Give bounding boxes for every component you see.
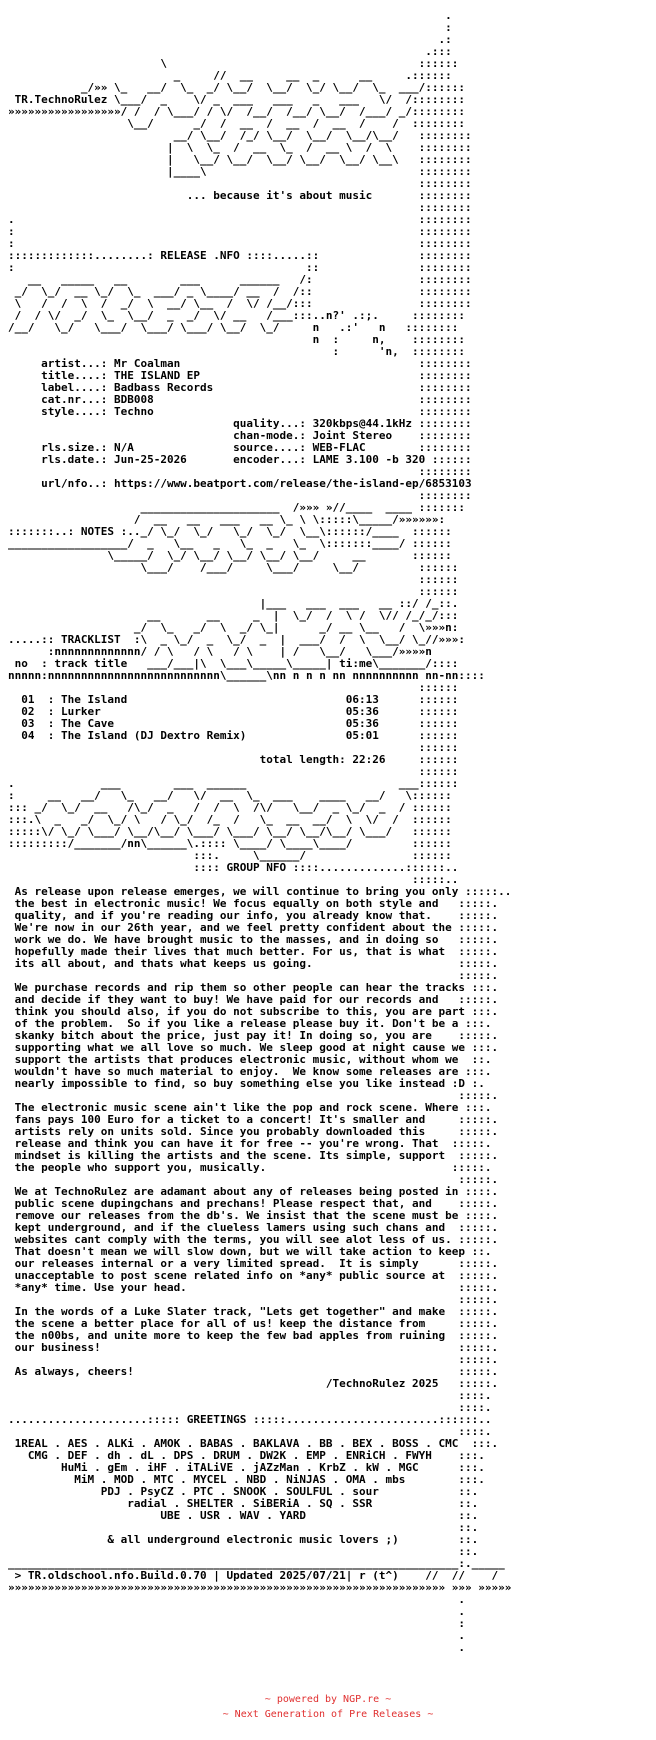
nfo-line: __ _____ __ ___ ______ /: :::::::: bbox=[8, 273, 472, 286]
nfo-line: : 'n, :::::::: bbox=[8, 345, 465, 358]
nfo-line: :::::. bbox=[8, 969, 499, 982]
nfo-line: : bbox=[8, 21, 452, 34]
nfo-line: |___ ___ ___ __ ::/ /_::. bbox=[8, 597, 459, 610]
nfo-line: the scene a better place for all of us! keep the distance from :::::. bbox=[8, 1317, 499, 1330]
nfo-line: : bbox=[8, 1617, 465, 1630]
nfo-ascii-text bbox=[8, 10, 511, 1654]
nfo-line: /__/ \_/ \___/ \___/ \___/ \__/ \_/ n .:' n :::::::: bbox=[8, 321, 459, 334]
nfo-line: ::: _/ \_/ __ /\_/ _ / / \ /\/ \__/ _ \_/ _ / :::::: bbox=[8, 801, 452, 814]
nfo-line: ::. bbox=[8, 1521, 479, 1534]
nfo-line: ::. bbox=[8, 1545, 479, 1558]
nfo-line: __________________/ _ \__ _ \_ _ \_ \:::::::____/ :::::: bbox=[8, 537, 452, 550]
nfo-line: of the problem. So if you like a release please buy it. Don't be a :::. bbox=[8, 1017, 492, 1030]
nfo-line: _/»» \_ __/ \_ _/ \__/ \__/ \_/ \__/ \_ ___/:::::: bbox=[8, 81, 465, 94]
nfo-line: In the words of a Luke Slater track, "Lets get together" and make :::::. bbox=[8, 1305, 499, 1318]
nfo-line: quality, and if you're reading our info, you already know that. :::::. bbox=[8, 909, 499, 922]
nfo-line: \ :::::: bbox=[8, 57, 459, 70]
nfo-line: :::::.. bbox=[8, 873, 459, 886]
nfo-line: / __ __ ___ __ \_ \ \:::::\_____/»»»»»»: bbox=[8, 513, 446, 526]
nfo-line: *any* time. Use your head. :::::. bbox=[8, 1281, 499, 1294]
powered-by-footer bbox=[0, 1692, 656, 1722]
nfo-line: label....: Badbass Records :::::::: bbox=[8, 381, 472, 394]
nfo-line: . bbox=[8, 1605, 465, 1618]
nfo-line: :::::: bbox=[8, 585, 459, 598]
nfo-line: PDJ . PsyCZ . PTC . SNOOK . SOULFUL . sour ::. bbox=[8, 1485, 479, 1498]
tagline-text: ~ Next Generation of Pre Releases ~ bbox=[222, 1709, 434, 1720]
nfo-line: total length: 22:26 :::::: bbox=[8, 753, 459, 766]
nfo-line: and decide if they want to buy! We have paid for our records and :::::. bbox=[8, 993, 499, 1006]
nfo-line: 1REAL . AES . ALKi . AMOK . BABAS . BAKLAVA . BB . BEX . BOSS . CMC :::. bbox=[8, 1437, 499, 1450]
nfo-line: . ___ ___ ______ ___:::::: bbox=[8, 777, 459, 790]
nfo-line: : __ __/ \_ __/ \/ __ \_ ___ ____ __/ \:::::: bbox=[8, 789, 452, 802]
nfo-line: ::::. bbox=[8, 1389, 492, 1402]
nfo-line: __ __ _ | \_/ / \ / \// /_/_/::: bbox=[8, 609, 459, 622]
nfo-line: We're now in our 26th year, and we feel pretty confident about the :::::. bbox=[8, 921, 499, 934]
nfo-line: the people who support you, musically. :::::. bbox=[8, 1161, 492, 1174]
nfo-line: > TR.oldschool.nfo.Build.0.70 | Updated 2025/07/21| r (t^) // // / bbox=[8, 1569, 499, 1582]
nfo-line: :::::\/ \_/ \___/ \__/\__/ \___/ \___/ \__/ \__/\__/ \___/ :::::: bbox=[8, 825, 452, 838]
nfo-line: :::::. bbox=[8, 1293, 499, 1306]
nfo-line: / / \/ _/ \_ \__/ _ _/ \/ __ /___:::..n?' .:;. :::::::: bbox=[8, 309, 465, 322]
nfo-line: . bbox=[8, 1641, 465, 1654]
nfo-line: its all about, and thats what keeps us going. :::::. bbox=[8, 957, 499, 970]
powered-by-text[interactable]: ~ powered by NGP.re ~ bbox=[264, 1694, 392, 1705]
nfo-line: hopefully made their lives that much better. For us, that is what :::::. bbox=[8, 945, 499, 958]
nfo-line: radial . SHELTER . SiBERiA . SQ . SSR ::. bbox=[8, 1497, 479, 1510]
nfo-line: ... because it's about music :::::::: bbox=[8, 189, 472, 202]
nfo-line: \___/ /___/ \___/ \__/ :::::: bbox=[8, 561, 459, 574]
nfo-line: work we do. We have brought music to the masses, and in doing so :::::. bbox=[8, 933, 499, 946]
nfo-line: \__/ _/ / __ / __ / __ / / :::::::: bbox=[8, 117, 465, 130]
nfo-line: unacceptable to post scene related info on *any* public source at :::::. bbox=[8, 1269, 499, 1282]
nfo-line: \ / / \ / _/ \ __/ \__ / \/ /__/::: :::::::: bbox=[8, 297, 472, 310]
nfo-line: the n00bs, and unite more to keep the few bad apples from ruining :::::. bbox=[8, 1329, 499, 1342]
nfo-line: :::::. bbox=[8, 1089, 499, 1102]
nfo-line: :::::: bbox=[8, 741, 459, 754]
nfo-line: artist...: Mr Coalman :::::::: bbox=[8, 357, 472, 370]
nfo-line: | \__/ \__/ \__/ \__/ \__/ \__\ :::::::: bbox=[8, 153, 472, 166]
nfo-line: :::::::: bbox=[8, 177, 472, 190]
nfo-line: nnnnn:nnnnnnnnnnnnnnnnnnnnnnnnnn\______\nn n n n nn nnnnnnnnnn nn-nn:::: bbox=[8, 669, 485, 682]
nfo-line: :::::. bbox=[8, 1173, 499, 1186]
nfo-line: no : track title ___/___|\ \___\_____\_____| ti:me\_______/:::: bbox=[8, 657, 459, 670]
nfo-line: the best in electronic music! We focus equally on both style and :::::. bbox=[8, 897, 499, 910]
nfo-line: :nnnnnnnnnnnnn/ / \ / \ / \ | / \__/ \___/»»»»n bbox=[8, 645, 432, 658]
nfo-line: .....:: TRACKLIST :\ _ \_/ _ \_/ _ | ___/ / \ \__/ \_//»»»: bbox=[8, 633, 465, 646]
nfo-line: :::::::: bbox=[8, 465, 472, 478]
nfo-line: public scene dupingchans and prechans! Please respect that, and :::::. bbox=[8, 1197, 499, 1210]
nfo-line: /TechnoRulez 2025 :::::. bbox=[8, 1377, 499, 1390]
nfo-line: chan-mode.: Joint Stereo :::::::: bbox=[8, 429, 472, 442]
nfo-line: »»»»»»»»»»»»»»»»»/ / / \___/ / \/ /__/ /__/ \__/ /___/ _/:::::::: bbox=[8, 105, 465, 118]
nfo-line: :::: GROUP NFO ::::.............::::::.. bbox=[8, 861, 459, 874]
nfo-line: »»»»»»»»»»»»»»»»»»»»»»»»»»»»»»»»»»»»»»»»»»»»»»»»»»»»»»»»»»»»»»»»»» »»» »»»»» bbox=[8, 1581, 512, 1594]
nfo-line: : :::::::: bbox=[8, 237, 472, 250]
nfo-line: .: bbox=[8, 33, 452, 46]
nfo-line: :::::::::::::........: RELEASE .NFO ::::.....:: :::::::: bbox=[8, 249, 472, 262]
nfo-line: ::::. bbox=[8, 1401, 492, 1414]
nfo-line: our business! :::::. bbox=[8, 1341, 499, 1354]
nfo-line: 03 : The Cave 05:36 :::::: bbox=[8, 717, 459, 730]
nfo-line: | \ \_ / __ \_ / __ \ / \ :::::::: bbox=[8, 141, 472, 154]
nfo-line: : :: :::::::: bbox=[8, 261, 472, 274]
nfo-line: :::::. bbox=[8, 1353, 499, 1366]
nfo-line: As release upon release emerges, we will continue to bring you only :::::.. bbox=[8, 885, 512, 898]
nfo-line: :::. \______/ :::::: bbox=[8, 849, 452, 862]
nfo-line: kept underground, and if the clueless lamers using such chans and :::::. bbox=[8, 1221, 499, 1234]
nfo-line: |____\ :::::::: bbox=[8, 165, 472, 178]
nfo-line: rls.size.: N/A source....: WEB-FLAC :::::::: bbox=[8, 441, 472, 454]
nfo-line: 04 : The Island (DJ Dextro Remix) 05:01 :::::: bbox=[8, 729, 459, 742]
nfo-line: n : n, :::::::: bbox=[8, 333, 465, 346]
nfo-line: 01 : The Island 06:13 :::::: bbox=[8, 693, 459, 706]
nfo-line: \_____/ \_/ \__/ \__/ \__/ \__/ __ :::::: bbox=[8, 549, 452, 562]
nfo-line: __/ \__/ /_/ \__/ \__/ \__/\__/ :::::::: bbox=[8, 129, 472, 142]
nfo-line: wouldn't have so much material to enjoy. We know some releases are :::. bbox=[8, 1065, 492, 1078]
nfo-line: quality...: 320kbps@44.1kHz :::::::: bbox=[8, 417, 472, 430]
nfo-line: . bbox=[8, 1593, 465, 1606]
nfo-line: think you should also, if you do not subscribe to this, you are part :::. bbox=[8, 1005, 499, 1018]
nfo-line: style....: Techno :::::::: bbox=[8, 405, 472, 418]
nfo-line: & all underground electronic music lovers ;) ::. bbox=[8, 1533, 479, 1546]
nfo-line: websites cant comply with the terms, you will see alot less of us. :::::. bbox=[8, 1233, 499, 1246]
nfo-line: _/ \_ _/ \ _/ \_| _/ __ \__ / \»»»n: bbox=[8, 621, 459, 634]
nfo-line: _____________________ /»»» »//____ ____ ::::::: bbox=[8, 501, 465, 514]
nfo-line: That doesn't mean we will slow down, but we will take action to keep ::. bbox=[8, 1245, 492, 1258]
nfo-line: MiM . MOD . MTC . MYCEL . NBD . NiNJAS . OMA . mbs :::. bbox=[8, 1473, 485, 1486]
nfo-line: :::::: bbox=[8, 573, 459, 586]
nfo-line: title....: THE ISLAND EP :::::::: bbox=[8, 369, 472, 382]
nfo-line: :::::::: bbox=[8, 201, 472, 214]
nfo-line: HuMi . gEm . iHF . iTALiVE . jAZzMan . KrbZ . kW . MGC :::. bbox=[8, 1461, 485, 1474]
nfo-line: supporting what we all love so much. We sleep good at night cause we :::. bbox=[8, 1041, 499, 1054]
nfo-line: artists rely on units sold. Since you probably downloaded this :::::. bbox=[8, 1125, 499, 1138]
nfo-line: remove our releases from the db's. We insist that the scene must be ::::. bbox=[8, 1209, 499, 1222]
nfo-line: . bbox=[8, 9, 452, 22]
nfo-line: ::::. bbox=[8, 1425, 492, 1438]
nfo-line: :::::: bbox=[8, 765, 459, 778]
nfo-line: . :::::::: bbox=[8, 213, 472, 226]
nfo-line: UBE . USR . WAV . YARD ::. bbox=[8, 1509, 479, 1522]
nfo-line: :::::::..: NOTES :.._/ \_/ \_/ \_/ \_/ \__\::::::/____ :::::: bbox=[8, 525, 452, 538]
nfo-line: :::::: bbox=[8, 681, 459, 694]
nfo-line: ____________________________________________________________________:._____ bbox=[8, 1557, 505, 1570]
nfo-line: fans pays 100 Euro for a ticket to a concert! It's smaller and :::::. bbox=[8, 1113, 499, 1126]
nfo-line: .::: bbox=[8, 45, 452, 58]
nfo-line: _ // __ __ _ __ .:::::: bbox=[8, 69, 452, 82]
nfo-line: . bbox=[8, 1629, 465, 1642]
nfo-line: skanky bitch about the price, just pay it! In doing so, you are :::::. bbox=[8, 1029, 499, 1042]
nfo-line: nearly impossible to find, so buy something else you like instead :D :. bbox=[8, 1077, 485, 1090]
nfo-line: :::::::: bbox=[8, 489, 472, 502]
nfo-line: :::::::::/_______/nn\______\.:::: \____/ \____\____/ :::::: bbox=[8, 837, 452, 850]
nfo-line: 02 : Lurker 05:36 :::::: bbox=[8, 705, 459, 718]
nfo-line: rls.date.: Jun-25-2026 encoder...: LAME 3.100 -b 320 :::::: bbox=[8, 453, 472, 466]
nfo-line: _/ \_/ __ \_/ \_ ___/ _ \____/ __ / /:: :::::::: bbox=[8, 285, 472, 298]
nfo-line: We at TechnoRulez are adamant about any of releases being posted in ::::. bbox=[8, 1185, 499, 1198]
nfo-line: url/nfo..: https://www.beatport.com/release/the-island-ep/6853103 bbox=[8, 477, 472, 490]
nfo-line: :::.\ _ _/ \_/ \ / \_/ /_ / \_ __ __/ \ \/ / :::::: bbox=[8, 813, 452, 826]
nfo-line: cat.nr...: BDB008 :::::::: bbox=[8, 393, 472, 406]
nfo-line: release and think you can have it for free -- you're wrong. That :::::. bbox=[8, 1137, 492, 1150]
nfo-line: .....................::::: GREETINGS :::::.......................::::::.. bbox=[8, 1413, 492, 1426]
nfo-line: We purchase records and rip them so other people can hear the tracks :::. bbox=[8, 981, 499, 994]
nfo-line: : :::::::: bbox=[8, 225, 472, 238]
nfo-line: support the artists that produces electronic music, without whom we ::. bbox=[8, 1053, 492, 1066]
nfo-line: TR.TechnoRulez \___/ _ \/ _ ___ ___ _ ___ \/ /:::::::: bbox=[8, 93, 465, 106]
nfo-line: our releases internal or a very limited spread. It is simply :::::. bbox=[8, 1257, 499, 1270]
nfo-line: mindset is killing the artists and the scene. Its simple, support :::::. bbox=[8, 1149, 499, 1162]
nfo-line: As always, cheers! :::::. bbox=[8, 1365, 499, 1378]
nfo-line: The electronic music scene ain't like the pop and rock scene. Where :::. bbox=[8, 1101, 492, 1114]
nfo-line: CMG . DEF . dh . dL . DPS . DRUM . DW2K . EMP . ENRiCH . FWYH :::. bbox=[8, 1449, 485, 1462]
